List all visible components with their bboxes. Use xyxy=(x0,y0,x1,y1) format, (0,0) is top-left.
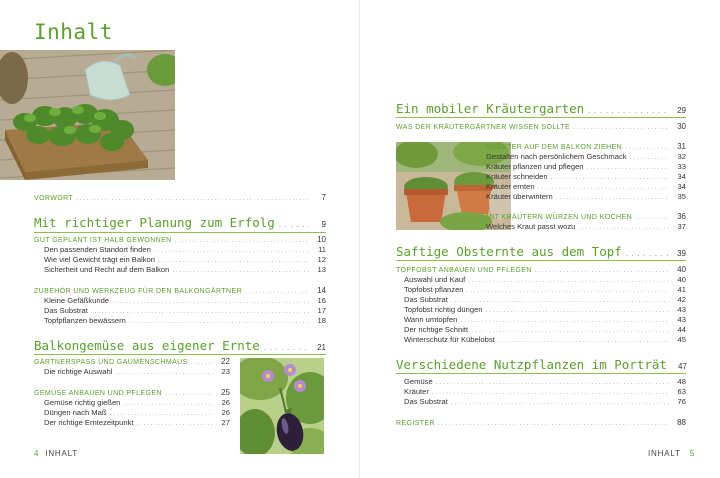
toc-entry xyxy=(404,377,686,386)
toc-label: Kleine Gefäßkunde xyxy=(44,296,110,305)
toc-entry xyxy=(404,315,686,324)
dot-leader xyxy=(587,164,669,171)
seedling-crate-photo xyxy=(0,50,175,180)
toc-entry xyxy=(44,408,230,417)
toc-entry xyxy=(404,397,686,406)
dot-leader xyxy=(573,124,669,131)
toc-label: Das Substrat xyxy=(404,397,448,406)
toc-entry xyxy=(44,398,230,407)
toc-section xyxy=(34,286,326,295)
toc-section xyxy=(34,388,230,397)
dot-leader xyxy=(112,298,309,305)
toc-page-number: 88 xyxy=(677,418,686,427)
toc-page-number: 32 xyxy=(677,152,686,161)
toc-entry xyxy=(404,325,686,334)
footer-label: INHALT xyxy=(45,449,78,458)
toc-page-number: 36 xyxy=(677,212,686,221)
dot-leader xyxy=(538,184,669,191)
toc-entry xyxy=(404,305,686,314)
toc-page-number: 25 xyxy=(221,388,230,397)
toc-section xyxy=(396,265,686,274)
chapter-rule xyxy=(34,232,326,233)
toc-label: Gemüse xyxy=(404,377,433,386)
toc-label: Saftige Obsternte aus dem Topf xyxy=(396,244,622,259)
toc-entry xyxy=(486,162,686,171)
toc-section xyxy=(486,212,686,221)
toc-label: GEMÜSE ANBAUEN UND PFLEGEN xyxy=(34,390,162,397)
toc-entry xyxy=(486,152,686,161)
toc-label: Kräuter schneiden xyxy=(486,172,548,181)
toc-page-number: 63 xyxy=(677,387,686,396)
toc-page-number: 40 xyxy=(677,275,686,284)
toc-entry xyxy=(44,265,326,274)
toc-label: Topfobst pflanzen xyxy=(404,285,464,294)
toc-label: Auswahl und Kauf xyxy=(404,275,466,284)
page-number: 4 xyxy=(34,449,40,458)
toc-label: Topfobst richtig düngen xyxy=(404,305,483,314)
toc-label: Kräuter pflanzen und pflegen xyxy=(486,162,584,171)
chapter-rule xyxy=(396,373,686,374)
toc-label: Kräuter xyxy=(404,387,429,396)
toc-label: Topfpflanzen bewässern xyxy=(44,316,126,325)
toc-chapter xyxy=(34,338,326,353)
toc-page-number: 17 xyxy=(317,306,326,315)
page-title: Inhalt xyxy=(34,20,113,44)
toc-label: Ein mobiler Kräutergarten xyxy=(396,101,585,116)
toc-page-number: 42 xyxy=(677,295,686,304)
dot-leader xyxy=(432,389,669,396)
toc-page-number: 30 xyxy=(677,122,686,131)
toc-section xyxy=(396,122,686,131)
toc-entry xyxy=(486,222,686,231)
dot-leader xyxy=(263,344,309,352)
toc-label: Kräuter ernten xyxy=(486,182,535,191)
toc-page-number: 41 xyxy=(677,285,686,294)
toc-label: Balkongemüse aus eigener Ernte xyxy=(34,338,260,353)
toc-entry xyxy=(404,335,686,344)
toc-page-number: 21 xyxy=(317,343,326,352)
toc-section xyxy=(396,418,686,427)
toc-label: Gemüse richtig gießen xyxy=(44,398,121,407)
dot-leader xyxy=(245,288,309,295)
toc-page-number: 39 xyxy=(677,249,686,258)
toc-page-number: 34 xyxy=(677,182,686,191)
toc-page-number: 7 xyxy=(321,193,326,202)
toc-label: VORWORT xyxy=(34,195,74,202)
toc-page-number: 13 xyxy=(317,265,326,274)
dot-leader xyxy=(158,257,309,264)
dot-leader xyxy=(578,224,669,231)
toc-page-number: 34 xyxy=(677,172,686,181)
toc-entry xyxy=(44,418,230,427)
toc-entry xyxy=(44,255,326,264)
dot-leader xyxy=(625,250,669,258)
dot-leader xyxy=(436,379,669,386)
dot-leader xyxy=(172,267,309,274)
dot-leader xyxy=(451,399,669,406)
toc-label: Verschiedene Nutzpflanzen im Porträt xyxy=(396,357,667,372)
dot-leader xyxy=(129,318,309,325)
chapter-rule xyxy=(34,354,326,355)
toc-label: Das Substrat xyxy=(404,295,448,304)
dot-leader xyxy=(471,327,669,334)
toc-page-number: 9 xyxy=(321,220,326,229)
toc-section xyxy=(34,193,326,202)
dot-leader xyxy=(175,237,309,244)
toc-page-number: 26 xyxy=(221,408,230,417)
left-footer xyxy=(34,449,78,458)
toc-page-number: 33 xyxy=(677,162,686,171)
toc-label: GUT GEPLANT IST HALB GEWONNEN xyxy=(34,237,172,244)
toc-page-number: 10 xyxy=(317,235,326,244)
chapter-rule xyxy=(396,260,686,261)
dot-leader xyxy=(123,400,213,407)
dot-leader xyxy=(467,287,669,294)
dot-leader xyxy=(486,307,669,314)
toc-entry xyxy=(44,296,326,305)
toc-page-number: 44 xyxy=(677,325,686,334)
toc-label: Das Substrat xyxy=(44,306,88,315)
dot-leader xyxy=(625,144,669,151)
dot-leader xyxy=(630,154,669,161)
toc-page-number: 45 xyxy=(677,335,686,344)
toc-page-number: 43 xyxy=(677,315,686,324)
toc-entry xyxy=(404,295,686,304)
toc-label: Der richtige Schnitt xyxy=(404,325,469,334)
dot-leader xyxy=(438,420,669,427)
toc-page-number: 14 xyxy=(317,286,326,295)
toc-label: GÄRTNERSPASS UND GAUMENSCHMAUS xyxy=(34,359,188,366)
dot-leader xyxy=(551,174,669,181)
toc-label: Wann umtopfen xyxy=(404,315,458,324)
toc-label: REGISTER xyxy=(396,420,435,427)
toc-page-number: 16 xyxy=(317,296,326,305)
toc-label: Den passenden Standort finden xyxy=(44,245,151,254)
toc-page-number: 27 xyxy=(221,418,230,427)
right-page xyxy=(360,0,720,478)
toc-page-number: 76 xyxy=(677,397,686,406)
dot-leader xyxy=(165,390,213,397)
toc-page-number: 22 xyxy=(221,357,230,366)
toc-page-number: 31 xyxy=(677,142,686,151)
dot-leader xyxy=(136,420,213,427)
toc-chapter xyxy=(396,244,686,259)
toc-page-number: 29 xyxy=(677,106,686,115)
toc-entry xyxy=(44,306,326,315)
dot-leader xyxy=(76,195,309,202)
toc-label: Gestalten nach persönlichem Geschmack xyxy=(486,152,627,161)
toc-chapter xyxy=(34,215,326,230)
dot-leader xyxy=(635,214,669,221)
toc-page-number: 40 xyxy=(677,265,686,274)
toc-label: Die richtige Auswahl xyxy=(44,367,113,376)
toc-entry xyxy=(486,192,686,201)
toc-label: MIT KRÄUTERN WÜRZEN UND KOCHEN xyxy=(486,214,633,221)
dot-leader xyxy=(468,277,669,284)
toc-page-number: 43 xyxy=(677,305,686,314)
toc-label: TOPFOBST ANBAUEN UND PFLEGEN xyxy=(396,267,532,274)
toc-label: Wie viel Gewicht trägt ein Balkon xyxy=(44,255,155,264)
dot-leader xyxy=(91,308,309,315)
toc-page-number: 37 xyxy=(677,222,686,231)
dot-leader xyxy=(556,194,669,201)
dot-leader xyxy=(498,337,669,344)
toc-page-number: 35 xyxy=(677,192,686,201)
page-number: 5 xyxy=(689,449,695,458)
toc-entry xyxy=(404,275,686,284)
dot-leader xyxy=(587,107,669,115)
toc-page-number: 47 xyxy=(678,362,687,371)
dot-leader xyxy=(278,221,309,229)
dot-leader xyxy=(460,317,669,324)
toc-label: Winterschutz für Kübelobst xyxy=(404,335,495,344)
chapter-rule xyxy=(396,117,686,118)
toc-label: ZUBEHÖR UND WERKZEUG FÜR DEN BALKONGÄRTNER xyxy=(34,288,243,295)
toc-label: Mit richtiger Planung zum Erfolg xyxy=(34,215,275,230)
toc-label: Der richtige Erntezeitpunkt xyxy=(44,418,134,427)
dot-leader xyxy=(154,247,309,254)
dot-leader xyxy=(109,410,213,417)
toc-chapter xyxy=(396,357,686,372)
dot-leader xyxy=(451,297,669,304)
toc-chapter xyxy=(396,101,686,116)
toc-label: Düngen nach Maß xyxy=(44,408,107,417)
eggplant-flower-photo xyxy=(240,358,324,454)
footer-label: INHALT xyxy=(648,449,681,458)
toc-page-number: 23 xyxy=(221,367,230,376)
toc-entry xyxy=(44,316,326,325)
toc-page-number: 48 xyxy=(677,377,686,386)
toc-label: Welches Kraut passt wozu xyxy=(486,222,576,231)
dot-leader xyxy=(115,369,213,376)
dot-leader xyxy=(535,267,669,274)
toc-entry xyxy=(44,245,326,254)
toc-entry xyxy=(404,285,686,294)
toc-entry xyxy=(44,367,230,376)
toc-page-number: 18 xyxy=(317,316,326,325)
toc-section xyxy=(34,235,326,244)
toc-label: Kräuter überwintern xyxy=(486,192,553,201)
toc-entry xyxy=(404,387,686,396)
toc-section xyxy=(486,142,686,151)
right-footer xyxy=(648,449,695,458)
toc-page-number: 12 xyxy=(317,255,326,264)
toc-page-number: 11 xyxy=(318,245,326,254)
toc-entry xyxy=(486,182,686,191)
toc-entry xyxy=(486,172,686,181)
toc-label: Sicherheit und Recht auf dem Balkon xyxy=(44,265,170,274)
toc-label: WAS DER KRÄUTERGÄRTNER WISSEN SOLLTE xyxy=(396,124,571,131)
dot-leader xyxy=(191,359,213,366)
toc-section xyxy=(34,357,230,366)
toc-page-number: 26 xyxy=(221,398,230,407)
toc-label: KRÄUTER AUF DEM BALKON ZIEHEN xyxy=(486,144,623,151)
